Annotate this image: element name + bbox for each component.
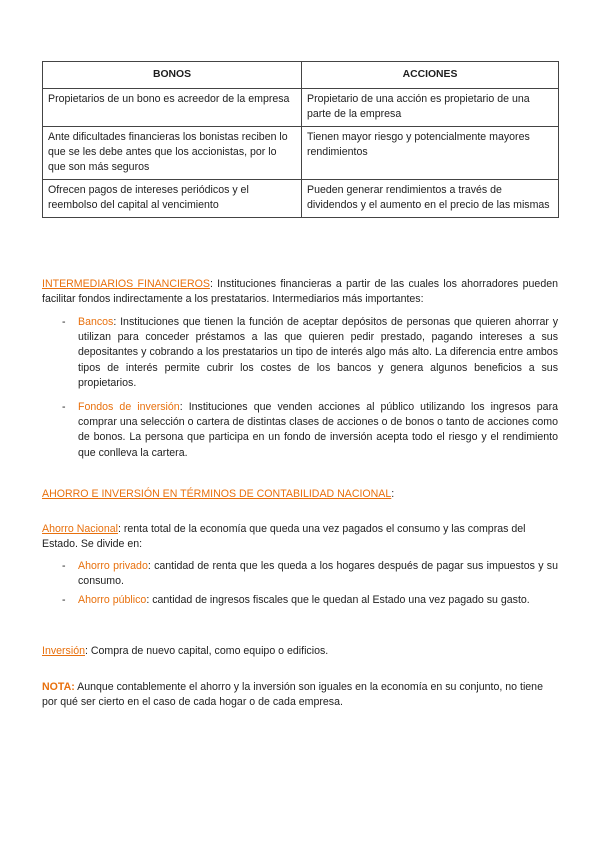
header-bonos: BONOS (43, 62, 302, 89)
table-row (43, 89, 559, 127)
table-cell: Propietarios de un bono es acreedor de la empresa (43, 89, 302, 127)
bonos-acciones-table (42, 61, 559, 218)
bancos-text: : Instituciones que tienen la función de aceptar depósitos de personas que quieren ahorrar y utilizan para conceder préstamos a las que quieren pedir prestado, pagando intereses a sus depositantes y cobrando a los prestatarios un tipo de interés algo más alto. La diferencia entre ambos tipos de interés permite cubrir los costes de los bancos y genera algunos beneficios a sus propietarios. (78, 316, 558, 389)
section-title: AHORRO E INVERSIÓN EN TÉRMINOS DE CONTABILIDAD NACIONAL (42, 488, 392, 500)
fondos-text: : Instituciones que venden acciones al público utilizando los ingresos para comprar una selección o cartera de distintas clases de acciones o de bonos o tanto de acciones como de bonos. La persona que participa en un fondo de inversión acepta todo el riesgo y el rendimiento que conlleva la cartera. (78, 401, 558, 459)
ahorro-privado-term: Ahorro privado (78, 560, 148, 572)
fondos-term: Fondos de inversión (78, 401, 180, 413)
intermediarios-text: : Instituciones financieras a partir de las cuales los ahorradores pueden facilitar fondos indirectamente a los prestatarios. Intermediarios más importantes: (42, 278, 559, 306)
table-cell: Pueden generar rendimientos a través de dividendos y el aumento en el precio de las mismas (302, 180, 559, 218)
nota-term: NOTA: (42, 681, 75, 693)
ahorro-publico-text: : cantidad de ingresos fiscales que le quedan al Estado una vez pagado su gasto. (146, 594, 530, 606)
list-dash: - (62, 401, 66, 413)
inversion-paragraph (42, 644, 558, 659)
list-dash: - (62, 560, 66, 572)
table-row (43, 180, 559, 218)
intermediarios-term: INTERMEDIARIOS FINANCIEROS (42, 278, 210, 290)
ahorro-nacional-paragraph (42, 522, 558, 552)
header-acciones: ACCIONES (302, 62, 559, 89)
nota-text: Aunque contablemente el ahorro y la inversión son iguales en la economía en su conjunto, no tiene por qué ser cierto en el caso de cada hogar o de cada empresa. (42, 681, 543, 709)
ahorro-privado-text: : cantidad de renta que les queda a los hogares después de pagar sus impuestos y su consumo. (78, 560, 558, 588)
table-cell: Tienen mayor riesgo y potencialmente mayores rendimientos (302, 127, 559, 180)
section-colon: : (391, 488, 395, 500)
list-item-ahorro-publico (78, 593, 558, 608)
ahorro-inversion-heading (42, 487, 558, 502)
list-item-fondos (78, 400, 558, 461)
table-cell: Ante dificultades financieras los bonistas reciben lo que se les debe antes que los accionistas, por lo que son más seguros (43, 127, 302, 180)
intermediarios-paragraph (42, 277, 558, 307)
table-cell: Ofrecen pagos de intereses periódicos y el reembolso del capital al vencimiento (43, 180, 302, 218)
list-item-ahorro-privado (78, 559, 558, 589)
inversion-text: : Compra de nuevo capital, como equipo o edificios. (85, 645, 329, 657)
nota-paragraph (42, 680, 558, 710)
ahorro-publico-term: Ahorro público (78, 594, 147, 606)
list-item-bancos (78, 315, 558, 391)
table-row (43, 127, 559, 180)
ahorro-nacional-term: Ahorro Nacional (42, 523, 118, 535)
list-dash: - (62, 316, 66, 328)
inversion-term: Inversión (42, 645, 85, 657)
table-cell: Propietario de una acción es propietario de una parte de la empresa (302, 89, 559, 127)
table-header-row (43, 62, 559, 89)
ahorro-nacional-text: : renta total de la economía que queda una vez pagados el consumo y las compras del Estado. Se divide en: (42, 523, 526, 551)
list-dash: - (62, 594, 66, 606)
bancos-term: Bancos (78, 316, 114, 328)
